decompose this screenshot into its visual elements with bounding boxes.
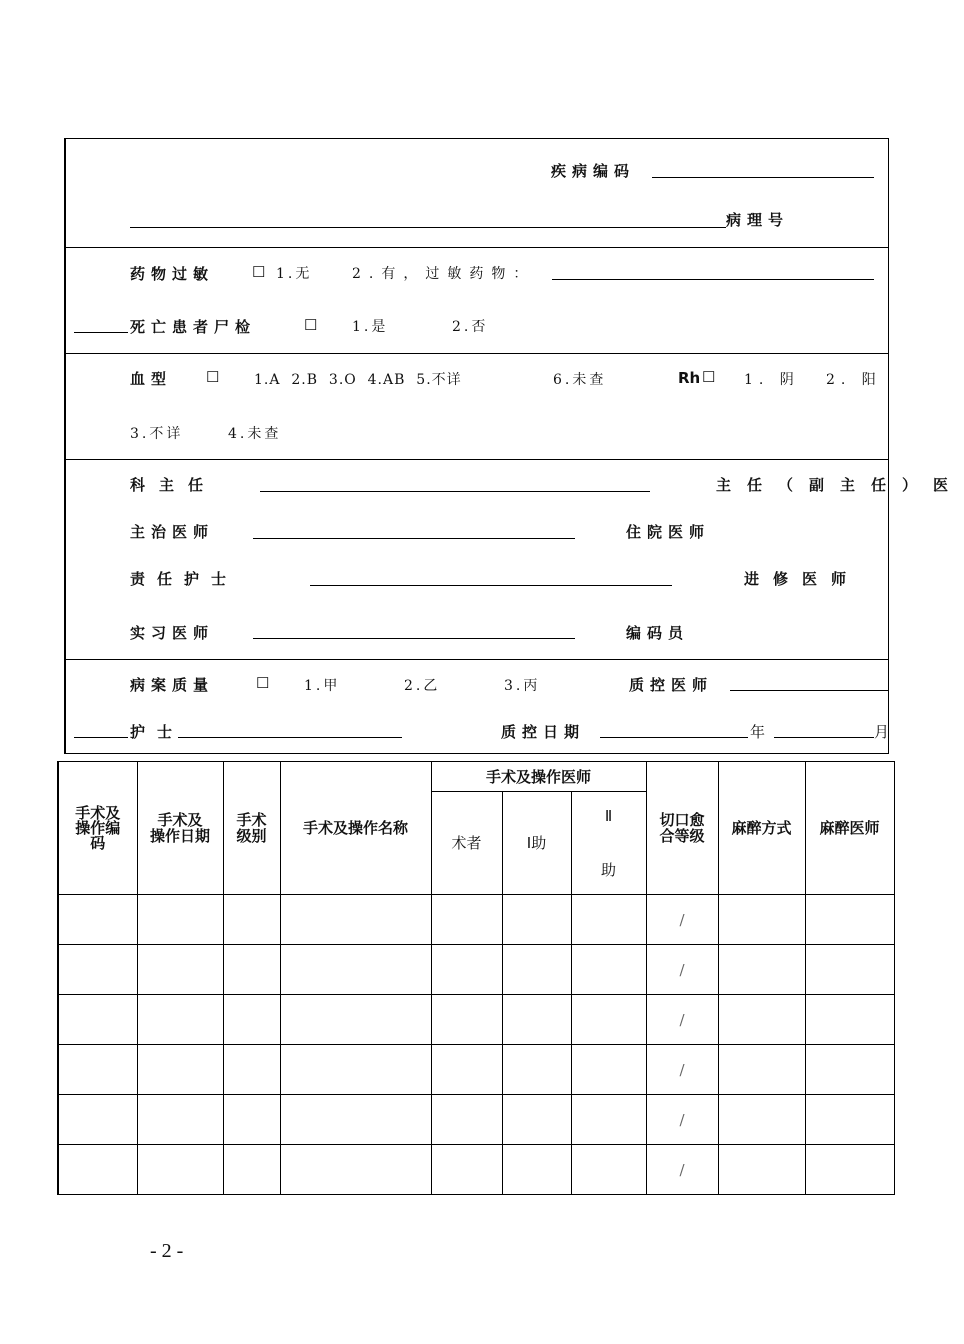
surgeon-cell[interactable]: [431, 995, 502, 1045]
allergy-checkbox[interactable]: ☐: [252, 263, 266, 281]
anesthesia-cell[interactable]: [718, 1095, 805, 1145]
surgeon-cell[interactable]: [431, 945, 502, 995]
incision-cell[interactable]: /: [646, 895, 718, 945]
header-assistant-2: [571, 792, 646, 895]
year-label: 年: [750, 723, 766, 741]
qc-year-field[interactable]: [600, 737, 748, 738]
header-op-level: 手术 级别: [223, 762, 280, 895]
blood-type-label: 血型: [130, 370, 173, 388]
qc-nurse-label: 护士: [130, 723, 185, 741]
op-date-cell[interactable]: [137, 1095, 223, 1145]
dept-director-field[interactable]: [260, 491, 650, 492]
qc-doctor-field[interactable]: [730, 690, 888, 691]
assistant-2-cell[interactable]: [571, 1145, 646, 1195]
blood-type-option-unchecked: 6.未查: [553, 372, 607, 388]
qc-month-field[interactable]: [774, 737, 874, 738]
table-row: [58, 1045, 894, 1095]
anesthesia-cell[interactable]: [718, 895, 805, 945]
header-surgeon: 术者: [431, 792, 502, 895]
op-name-cell[interactable]: [280, 1045, 431, 1095]
op-name-cell[interactable]: [280, 895, 431, 945]
attending-field[interactable]: [253, 538, 575, 539]
header-assistant-2-numeral: Ⅱ: [604, 807, 613, 825]
header-op-name: 手术及操作名称: [280, 762, 431, 895]
qc-doctor-label: 质控医师: [629, 676, 714, 694]
op-level-cell[interactable]: [223, 945, 280, 995]
op-name-cell[interactable]: [280, 945, 431, 995]
assistant-1-cell[interactable]: [502, 1095, 571, 1145]
op-code-cell[interactable]: [58, 1045, 137, 1095]
op-date-cell[interactable]: [137, 945, 223, 995]
anesthetist-cell[interactable]: [805, 895, 894, 945]
table-row: [58, 945, 894, 995]
rh-checkbox[interactable]: ☐: [702, 368, 716, 386]
allergy-option-yes: 2.有，过敏药物：: [352, 266, 536, 282]
op-name-cell[interactable]: [280, 995, 431, 1045]
surgeon-cell[interactable]: [431, 1145, 502, 1195]
surgeon-cell[interactable]: [431, 1045, 502, 1095]
quality-option-b: 2.乙: [404, 678, 441, 694]
op-code-cell[interactable]: [58, 1095, 137, 1145]
month-label: 月: [874, 723, 890, 741]
anesthetist-cell[interactable]: [805, 1045, 894, 1095]
header-op-doctors: 手术及操作医师: [431, 762, 646, 792]
incision-cell[interactable]: /: [646, 1095, 718, 1145]
assistant-2-cell[interactable]: [571, 995, 646, 1045]
upper-form-box: [64, 138, 964, 754]
incision-cell[interactable]: /: [646, 995, 718, 1045]
allergy-drug-field[interactable]: [552, 279, 874, 280]
header-anesthetist: 麻醉医师: [805, 762, 894, 895]
disease-code-label: 疾病编码: [551, 162, 636, 180]
anesthetist-cell[interactable]: [805, 1145, 894, 1195]
op-date-cell[interactable]: [137, 1145, 223, 1195]
page-number: - 2 -: [150, 1240, 184, 1262]
anesthetist-cell[interactable]: [805, 945, 894, 995]
autopsy-prefix-line: [74, 332, 128, 333]
section-divider: [66, 353, 888, 354]
qc-nurse-field[interactable]: [178, 737, 402, 738]
incision-cell[interactable]: /: [646, 1145, 718, 1195]
attending-label: 主治医师: [130, 523, 215, 541]
qc-date-label: 质控日期: [501, 723, 586, 741]
trainee-label: 进修医师: [744, 570, 861, 588]
resident-label: 住院医师: [626, 523, 711, 541]
header-op-code: 手术及 操作编 码: [58, 762, 137, 895]
op-level-cell[interactable]: [223, 1145, 280, 1195]
allergy-option-none: 1.无: [276, 266, 313, 282]
pathology-number-label: 病理号: [726, 211, 790, 229]
nurse-field[interactable]: [310, 585, 672, 586]
assistant-1-cell[interactable]: [502, 1045, 571, 1095]
record-quality-label: 病案质量: [130, 676, 215, 694]
assistant-1-cell[interactable]: [502, 995, 571, 1045]
assistant-2-cell[interactable]: [571, 895, 646, 945]
autopsy-checkbox[interactable]: ☐: [304, 316, 318, 334]
autopsy-option-no: 2.否: [452, 319, 489, 335]
rh-label: Rh: [678, 369, 701, 387]
op-name-cell[interactable]: [280, 1145, 431, 1195]
intern-label: 实习医师: [130, 624, 215, 642]
coder-label: 编码员: [626, 624, 690, 642]
op-level-cell[interactable]: [223, 995, 280, 1045]
nurse-label: 责任护士: [130, 570, 239, 588]
autopsy-label: 死亡患者尸检: [130, 318, 257, 336]
incision-cell[interactable]: /: [646, 1045, 718, 1095]
intern-field[interactable]: [253, 638, 575, 639]
op-code-cell[interactable]: [58, 1145, 137, 1195]
header-incision-grade: 切口愈 合等级: [646, 762, 718, 895]
header-assistant-1: Ⅰ助: [502, 792, 571, 895]
surgeon-cell[interactable]: [431, 1095, 502, 1145]
table-row: [58, 895, 894, 945]
rh-option-negative: 1. 阴: [744, 372, 800, 388]
assistant-1-cell[interactable]: [502, 895, 571, 945]
op-date-cell[interactable]: [137, 1045, 223, 1095]
anesthesia-cell[interactable]: [718, 995, 805, 1045]
assistant-1-cell[interactable]: [502, 945, 571, 995]
header-anesthesia-method: 麻醉方式: [718, 762, 805, 895]
anesthetist-cell[interactable]: [805, 1095, 894, 1145]
operations-table: [57, 761, 895, 1195]
op-date-cell[interactable]: [137, 895, 223, 945]
op-code-cell[interactable]: [58, 945, 137, 995]
section-divider: [66, 459, 888, 460]
blood-type-options: 1.A 2.B 3.O 4.AB 5.不详: [254, 372, 462, 388]
assistant-2-cell[interactable]: [571, 945, 646, 995]
op-level-cell[interactable]: [223, 1095, 280, 1145]
rh-option-positive: 2. 阳: [826, 372, 882, 388]
table-row: [58, 1145, 894, 1195]
allergy-label: 药物过敏: [130, 265, 215, 283]
op-date-cell[interactable]: [137, 995, 223, 1045]
director-label: 主任（副主任）医: [716, 476, 964, 494]
anesthetist-cell[interactable]: [805, 995, 894, 1045]
op-name-cell[interactable]: [280, 1095, 431, 1145]
dept-director-label: 科主任: [130, 476, 218, 494]
quality-option-c: 3.丙: [504, 678, 541, 694]
nurse-prefix-line: [74, 737, 128, 738]
op-level-cell[interactable]: [223, 1045, 280, 1095]
anesthesia-cell[interactable]: [718, 1045, 805, 1095]
anesthesia-cell[interactable]: [718, 1145, 805, 1195]
anesthesia-cell[interactable]: [718, 945, 805, 995]
pathology-number-field[interactable]: [130, 227, 726, 228]
disease-code-field[interactable]: [652, 177, 874, 178]
surgeon-cell[interactable]: [431, 895, 502, 945]
autopsy-option-yes: 1.是: [352, 319, 389, 335]
incision-cell[interactable]: /: [646, 945, 718, 995]
rh-option-unknown: 3.不详: [130, 426, 184, 442]
op-level-cell[interactable]: [223, 895, 280, 945]
rh-option-unchecked: 4.未查: [228, 426, 282, 442]
op-code-cell[interactable]: [58, 995, 137, 1045]
table-row: [58, 1095, 894, 1145]
quality-option-a: 1.甲: [304, 678, 341, 694]
record-quality-checkbox[interactable]: ☐: [256, 674, 270, 692]
assistant-1-cell[interactable]: [502, 1145, 571, 1195]
header-assistant-2-label: 助: [601, 861, 617, 879]
assistant-2-cell[interactable]: [571, 1095, 646, 1145]
assistant-2-cell[interactable]: [571, 1045, 646, 1095]
section-divider: [66, 247, 888, 248]
section-divider: [66, 659, 888, 660]
table-row: [58, 995, 894, 1045]
blood-type-checkbox[interactable]: ☐: [206, 368, 220, 386]
header-op-date: 手术及 操作日期: [137, 762, 223, 895]
op-code-cell[interactable]: [58, 895, 137, 945]
